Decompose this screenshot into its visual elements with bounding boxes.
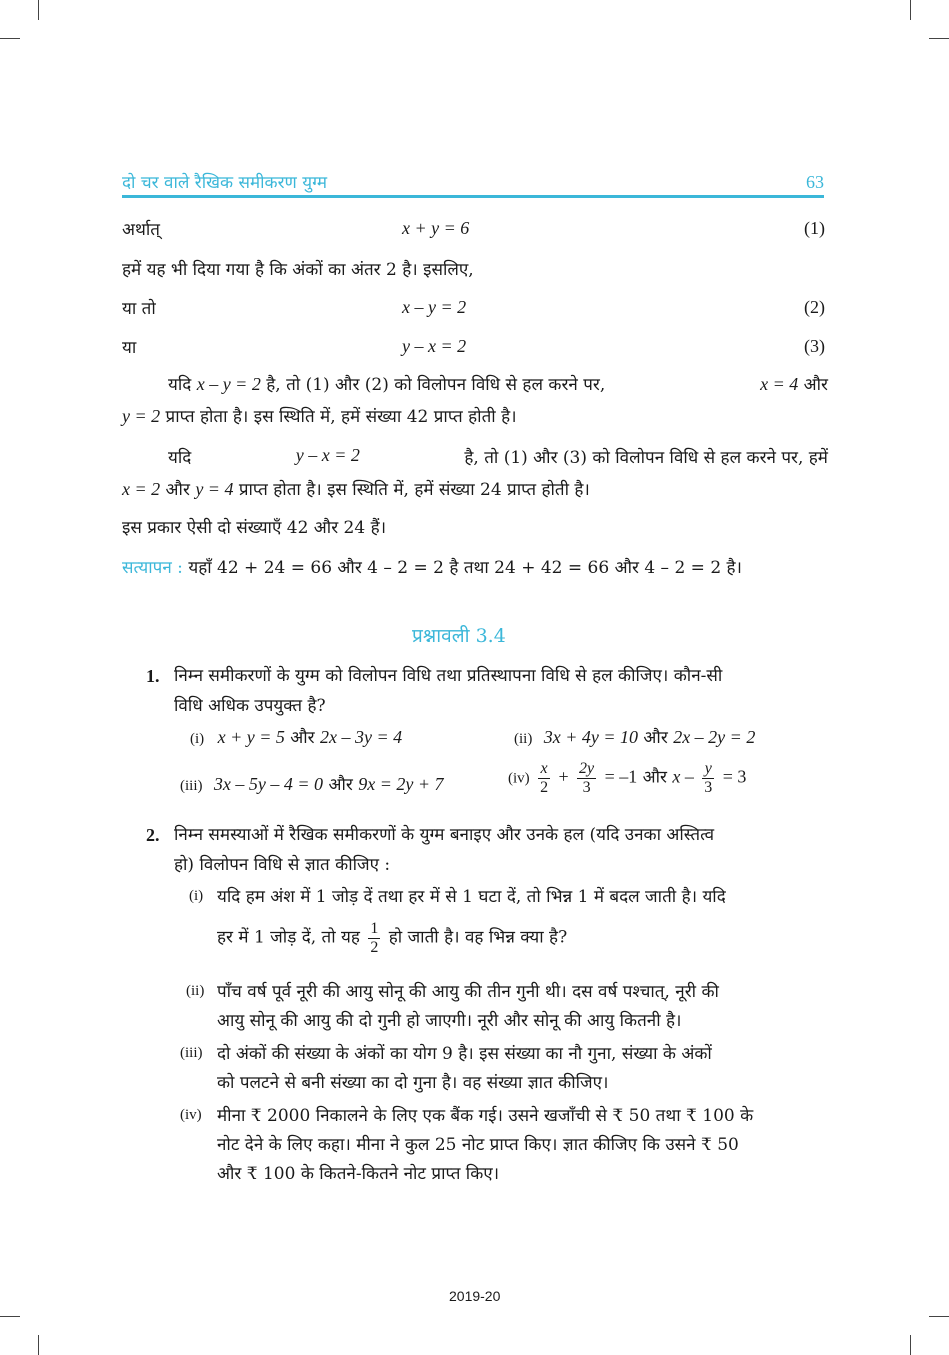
- question-number: 2.: [146, 825, 160, 845]
- q2-i-line2: [217, 920, 567, 956]
- math-expr: x + y = 5: [217, 727, 285, 747]
- math-expr: 3x + 4y = 10: [543, 727, 639, 747]
- text: और: [290, 728, 315, 748]
- q2-iii-line2: को पलटने से बनी संख्या का दो गुना है। वह संख्या ज्ञात कीजिए।: [217, 1073, 609, 1093]
- part-label: (iv): [508, 770, 530, 787]
- given-line: हमें यह भी दिया गया है कि अंकों का अंतर 2 है। इसलिए,: [122, 260, 474, 280]
- eq2-label: या तो: [122, 299, 156, 319]
- text: और: [803, 375, 828, 395]
- math-expr: x = 4: [760, 374, 799, 394]
- q1-text-line2: विधि अधिक उपयुक्त है?: [174, 696, 326, 716]
- chapter-title: दो चर वाले रैखिक समीकरण युग्म: [122, 173, 328, 193]
- fraction-numerator: y: [702, 760, 714, 779]
- text: और: [165, 480, 190, 500]
- q2-iv-line2: नोट देने के लिए कहा। मीना ने कुल 25 नोट प्राप्त किए। ज्ञात कीजिए कि उसने ₹ 50: [217, 1135, 739, 1155]
- footer-year: 2019-20: [449, 1288, 501, 1304]
- case2-line2: [122, 477, 590, 500]
- crop-mark: [910, 0, 911, 20]
- part-label: (ii): [186, 983, 205, 999]
- q2-text-line2: हो) विलोपन विधि से ज्ञात कीजिए :: [174, 855, 391, 875]
- eq3: y – x = 2: [402, 336, 467, 356]
- text: और: [642, 767, 667, 788]
- math-expr: x –: [672, 766, 694, 787]
- page-number: 63: [806, 172, 824, 192]
- crop-mark: [910, 1335, 911, 1355]
- q2-iv-line1: मीना ₹ 2000 निकालने के लिए एक बैंक गई। उसने खजाँची से ₹ 50 तथा ₹ 100 के: [217, 1106, 754, 1126]
- eq3-number: (3): [804, 336, 825, 356]
- eq1: x + y = 6: [402, 218, 470, 238]
- q2-text-line1: निम्न समस्याओं में रैखिक समीकरणों के युग्म बनाइए और उनके हल (यदि उनका अस्तित्व: [174, 825, 715, 845]
- q1-part-iv: [508, 760, 746, 796]
- fraction: [368, 920, 380, 956]
- header-rule: [122, 195, 824, 198]
- crop-mark: [0, 38, 20, 39]
- fraction-numerator: 1: [370, 920, 379, 937]
- q1-part-iii: [180, 772, 443, 795]
- text: और: [643, 728, 668, 748]
- part-label: (iv): [180, 1107, 202, 1123]
- q2-i-line1: यदि हम अंश में 1 जोड़ दें तथा हर में से 1 घटा दें, तो भिन्न 1 में बदल जाती है। यदि: [217, 887, 726, 907]
- verification-text: यहाँ 42 + 24 = 66 और 4 – 2 = 2 है तथा 24 + 42 = 66 और 4 – 2 = 2 है।: [188, 558, 743, 578]
- eq2: x – y = 2: [402, 297, 467, 317]
- operator: +: [558, 766, 569, 787]
- math-expr: = 3: [722, 766, 747, 787]
- math-expr: 9x = 2y + 7: [358, 774, 444, 794]
- text: है, तो (1) और (3) को विलोपन विधि से हल करने पर, हमें: [464, 448, 828, 468]
- case2-line1: [168, 445, 828, 468]
- math-expr: y – x = 2: [295, 445, 360, 465]
- crop-mark: [0, 1316, 20, 1317]
- eq1-number: (1): [804, 218, 825, 238]
- crop-mark: [38, 0, 39, 20]
- part-label: (iii): [180, 1045, 203, 1061]
- fraction-denominator: 3: [582, 778, 591, 796]
- text: है, तो (1) और (2) को विलोपन विधि से हल करने पर,: [266, 375, 606, 395]
- text: यदि: [168, 448, 192, 468]
- verification: [122, 555, 742, 578]
- math-expr: 3x – 5y – 4 = 0: [213, 774, 324, 794]
- eq2-number: (2): [804, 297, 825, 317]
- part-label: (i): [189, 888, 204, 904]
- verification-label: सत्यापन :: [122, 558, 183, 578]
- fraction: [538, 760, 550, 796]
- math-expr: 2x – 2y = 2: [673, 727, 756, 747]
- text: और: [328, 775, 353, 795]
- crop-mark: [38, 1335, 39, 1355]
- q2-iv-line3: और ₹ 100 के कितने-कितने नोट प्राप्त किए।: [217, 1164, 500, 1184]
- fraction-denominator: 2: [540, 778, 549, 796]
- fraction-numerator: x: [538, 760, 550, 779]
- part-label: (iii): [180, 778, 203, 794]
- fraction: [702, 760, 714, 796]
- fraction-numerator: 2y: [579, 760, 595, 777]
- q1-text-line1: निम्न समीकरणों के युग्म को विलोपन विधि तथा प्रतिस्थापना विधि से हल कीजिए। कौन-सी: [174, 666, 723, 686]
- math-expr: y = 2: [122, 406, 161, 426]
- text: यदि: [168, 375, 192, 395]
- math-expr: = –1: [604, 766, 638, 787]
- q2-ii-line2: आयु सोनू की आयु की दो गुनी हो जाएगी। नूरी और सोनू की आयु कितनी है।: [217, 1011, 682, 1031]
- text: हर में 1 जोड़ दें, तो यह: [217, 927, 360, 948]
- math-expr: x – y = 2: [196, 374, 261, 394]
- text: हो जाती है। वह भिन्न क्या है?: [388, 927, 568, 948]
- q1-part-i: [190, 725, 402, 748]
- math-expr: 2x – 3y = 4: [320, 727, 403, 747]
- crop-mark: [929, 38, 949, 39]
- case1-line2: [122, 404, 517, 427]
- math-expr: y = 4: [195, 479, 234, 499]
- eq1-label: अर्थात्: [122, 220, 160, 240]
- text: प्राप्त होता है। इस स्थिति में, हमें संख्या 42 प्राप्त होती है।: [165, 407, 517, 427]
- fraction: [577, 760, 596, 796]
- fraction-denominator: 3: [704, 778, 713, 796]
- crop-mark: [929, 1316, 949, 1317]
- exercise-title: प्रश्नावली 3.4: [412, 625, 506, 647]
- part-label: (ii): [514, 731, 533, 747]
- fraction-denominator: 2: [370, 938, 379, 956]
- math-expr: x = 2: [122, 479, 161, 499]
- question-number: 1.: [146, 666, 160, 686]
- eq3-label: या: [122, 338, 137, 358]
- part-label: (i): [190, 731, 205, 747]
- conclusion: इस प्रकार ऐसी दो संख्याएँ 42 और 24 हैं।: [122, 518, 387, 538]
- text: प्राप्त होता है। इस स्थिति में, हमें संख्या 24 प्राप्त होती है।: [238, 480, 590, 500]
- case1-line1: [168, 372, 828, 395]
- q2-iii-line1: दो अंकों की संख्या के अंकों का योग 9 है। इस संख्या का नौ गुना, संख्या के अंकों: [217, 1044, 712, 1064]
- q2-ii-line1: पाँच वर्ष पूर्व नूरी की आयु सोनू की आयु की तीन गुनी थी। दस वर्ष पश्चात्, नूरी की: [217, 982, 719, 1002]
- q1-part-ii: [514, 725, 755, 748]
